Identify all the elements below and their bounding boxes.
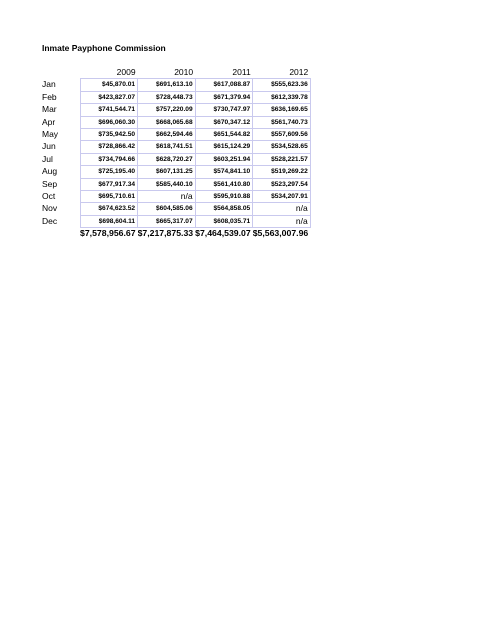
month-label: Jul xyxy=(42,153,53,164)
amount-cell: $628,720.27 xyxy=(138,153,196,165)
month-label: Jan xyxy=(42,79,56,90)
amount-cell: $45,870.01 xyxy=(80,79,138,91)
amount-cell: $696,060.30 xyxy=(80,116,138,128)
table-row xyxy=(42,178,310,190)
table-row xyxy=(42,116,310,128)
page-title: Inmate Payphone Commission xyxy=(42,43,166,53)
month-label: Oct xyxy=(42,191,56,202)
amount-cell: n/a xyxy=(253,203,311,215)
amount-cell: n/a xyxy=(253,215,311,227)
amount-cell: $665,317.07 xyxy=(138,215,196,227)
total-cell: $7,217,875.33 xyxy=(137,228,194,239)
amount-cell: $728,866.42 xyxy=(80,141,138,153)
amount-cell: $519,269.22 xyxy=(253,166,311,178)
header-row xyxy=(42,67,310,79)
amount-cell: $691,613.10 xyxy=(138,79,196,91)
table-row xyxy=(42,104,310,116)
amount-cell: $423,827.07 xyxy=(80,91,138,103)
amount-cell: $615,124.29 xyxy=(195,141,253,153)
amount-cell: $735,942.50 xyxy=(80,129,138,141)
table-row xyxy=(42,153,310,165)
month-label: Jun xyxy=(42,141,56,152)
total-cell: $5,563,007.96 xyxy=(252,228,309,239)
table-row xyxy=(42,166,310,178)
amount-cell: n/a xyxy=(138,191,196,203)
amount-cell: $564,858.05 xyxy=(195,203,253,215)
amount-cell: $757,220.09 xyxy=(138,104,196,116)
amount-cell: $734,794.66 xyxy=(80,153,138,165)
amount-cell: $612,339.78 xyxy=(253,91,311,103)
total-cell: $7,464,539.07 xyxy=(195,228,251,239)
table-row xyxy=(42,203,310,215)
amount-cell: $557,609.56 xyxy=(253,129,311,141)
amount-cell: $555,623.36 xyxy=(253,79,311,91)
amount-cell: $671,379.94 xyxy=(195,91,253,103)
amount-cell: $607,131.25 xyxy=(138,166,196,178)
month-label: Apr xyxy=(42,116,56,127)
amount-cell: $730,747.97 xyxy=(195,104,253,116)
month-label: Aug xyxy=(42,166,58,177)
amount-cell: $670,347.12 xyxy=(195,116,253,128)
amount-cell: $662,594.46 xyxy=(138,129,196,141)
year-header: 2011 xyxy=(232,67,251,77)
amount-cell: $636,169.65 xyxy=(253,104,311,116)
table-row xyxy=(42,141,310,153)
month-label: Sep xyxy=(42,178,58,189)
amount-cell: $528,221.57 xyxy=(253,153,311,165)
amount-cell: $617,088.87 xyxy=(195,79,253,91)
amount-cell: $698,604.11 xyxy=(80,215,138,227)
amount-cell: $725,195.40 xyxy=(80,166,138,178)
table-row xyxy=(42,191,310,203)
amount-cell: $677,917.34 xyxy=(80,178,138,190)
amount-cell: $534,207.91 xyxy=(253,191,311,203)
amount-cell: $534,528.65 xyxy=(253,141,311,153)
amount-cell: $523,297.54 xyxy=(253,178,311,190)
amount-cell: $608,035.71 xyxy=(195,215,253,227)
amount-cell: $695,710.61 xyxy=(80,191,138,203)
amount-cell: $728,448.73 xyxy=(138,91,196,103)
table-row xyxy=(42,79,310,91)
header-corner xyxy=(42,67,80,79)
amount-cell: $618,741.51 xyxy=(138,141,196,153)
amount-cell: $574,841.10 xyxy=(195,166,253,178)
amount-cell: $674,623.52 xyxy=(80,203,138,215)
table-row xyxy=(42,129,310,141)
amount-cell: $561,410.80 xyxy=(195,178,253,190)
amount-cell: $604,585.06 xyxy=(138,203,196,215)
total-cell: $7,578,956.67 xyxy=(80,228,136,239)
amount-cell: $561,740.73 xyxy=(253,116,311,128)
amount-cell: $668,065.68 xyxy=(138,116,196,128)
month-label: Dec xyxy=(42,215,58,226)
totals-row xyxy=(42,228,310,240)
table-body xyxy=(42,79,310,228)
amount-cell: $595,910.88 xyxy=(195,191,253,203)
month-label: Mar xyxy=(42,104,57,115)
table-row xyxy=(42,215,310,227)
amount-cell: $651,544.82 xyxy=(195,129,253,141)
month-label: May xyxy=(42,129,59,140)
year-header: 2010 xyxy=(174,67,194,77)
year-header: 2009 xyxy=(116,67,136,77)
table-row xyxy=(42,91,310,103)
amount-cell: $585,440.10 xyxy=(138,178,196,190)
commission-table xyxy=(42,67,311,240)
month-label: Feb xyxy=(42,91,57,102)
amount-cell: $603,251.94 xyxy=(195,153,253,165)
totals-label xyxy=(42,228,80,240)
month-label: Nov xyxy=(42,203,58,214)
year-header: 2012 xyxy=(289,67,309,77)
amount-cell: $741,544.71 xyxy=(80,104,138,116)
